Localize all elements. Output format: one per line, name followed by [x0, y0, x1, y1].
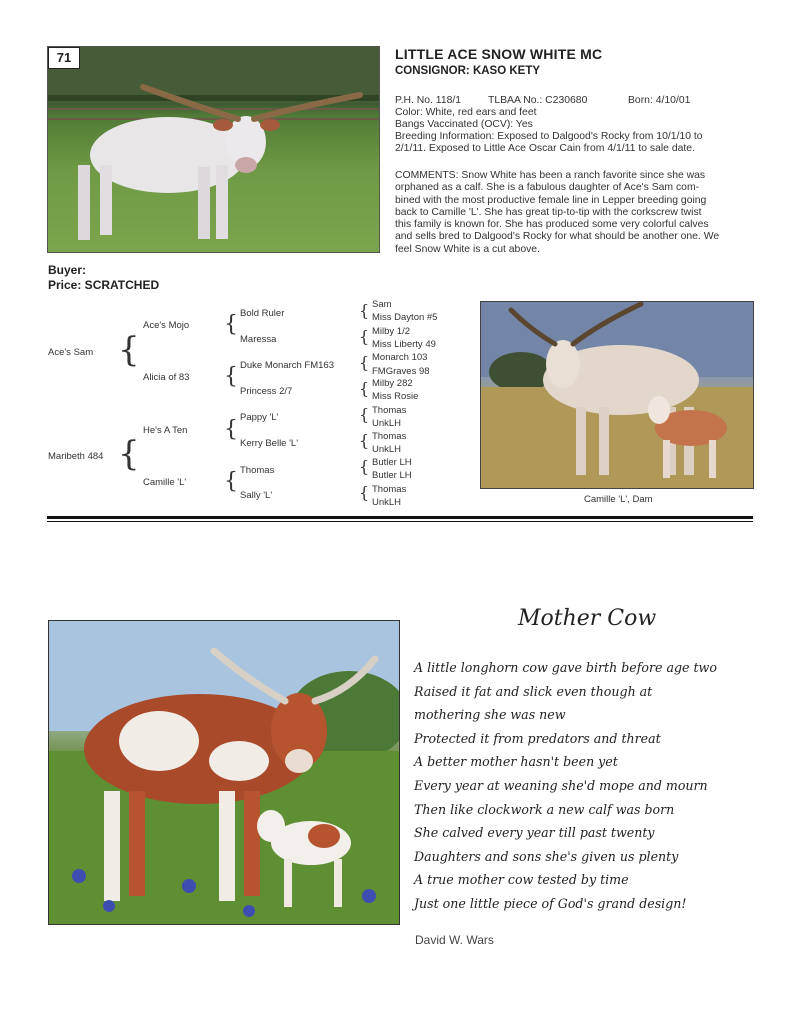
poem-title: Mother Cow: [518, 606, 657, 631]
pedigree-gen2: Camille 'L': [143, 477, 187, 488]
poem-author: David W. Wars: [415, 933, 494, 947]
comments-line: orphaned as a calf. She is a fabulous daughter of Ace's Sam com-: [395, 182, 700, 194]
pedigree-brace: {: [359, 301, 370, 320]
price-label: Price: SCRATCHED: [48, 278, 160, 292]
pedigree-gen3: Maressa: [240, 334, 277, 345]
poem-line: A true mother cow tested by time: [414, 872, 629, 888]
poem-line: mothering she was new: [414, 707, 566, 723]
comments-line: COMMENTS: Snow White has been a ranch favorite since she was: [395, 170, 706, 181]
cow-and-calf-image: [481, 302, 753, 488]
poem-line: A better mother hasn't been yet: [414, 754, 618, 770]
pedigree-dam: Maribeth 484: [48, 451, 104, 462]
pedigree-gen2: Ace's Mojo: [143, 320, 190, 331]
comments-block: [395, 170, 755, 256]
section-divider-thick: [47, 516, 753, 519]
pedigree-gen3: Kerry Belle 'L': [240, 438, 299, 449]
pedigree-gen4: FMGraves 98: [372, 366, 430, 377]
buyer-label: Buyer:: [48, 263, 87, 277]
poem-line: Raised it fat and slick even though at: [414, 683, 653, 699]
poem-line: Just one little piece of God's grand design!: [414, 895, 687, 911]
consignor: CONSIGNOR: KASO KETY: [395, 65, 541, 77]
poem-line: A little longhorn cow gave birth before age two: [414, 660, 717, 675]
poem-line: Daughters and sons she's given us plenty: [414, 848, 679, 864]
pedigree-gen4: Butler LH: [372, 457, 412, 468]
pedigree-gen3: Princess 2/7: [240, 386, 293, 397]
pedigree-brace: {: [359, 353, 370, 372]
pedigree-gen4: Thomas: [372, 431, 407, 442]
pedigree-gen4: Sam: [372, 299, 392, 310]
pedigree-sire: Ace's Sam: [48, 347, 94, 358]
pedigree-gen4: Milby 282: [372, 378, 413, 389]
comments-line: bined with the most productive female line in Lepper breeding going: [395, 194, 707, 206]
pedigree-brace: {: [359, 379, 370, 398]
pedigree-gen4: Miss Liberty 49: [372, 339, 436, 350]
comments-line: feel Snow White is a cut above.: [395, 243, 540, 255]
pedigree-gen2: He's A Ten: [143, 425, 188, 436]
pedigree-brace: {: [359, 431, 370, 450]
pedigree-gen4: Butler LH: [372, 470, 412, 481]
white-longhorn-cow-image: [48, 47, 379, 252]
bangs-info: Bangs Vaccinated (OCV): Yes: [395, 119, 533, 130]
pedigree-gen4: Miss Dayton #5: [372, 312, 438, 323]
lot-number-badge: 71: [48, 47, 80, 69]
ph-number: P.H. No. 118/1: [395, 95, 462, 106]
pedigree-gen4: UnkLH: [372, 418, 402, 429]
pedigree-gen4: Thomas: [372, 405, 407, 416]
pedigree-gen3: Pappy 'L': [240, 412, 279, 423]
pedigree-gen3: Bold Ruler: [240, 308, 285, 319]
pedigree-brace: {: [224, 312, 238, 337]
pedigree-brace: {: [118, 330, 140, 370]
poem-line: Every year at weaning she'd mope and mourn: [414, 777, 708, 793]
pedigree-gen4: UnkLH: [372, 497, 402, 508]
pedigree-gen4: Milby 1/2: [372, 326, 411, 337]
pedigree-gen4: Thomas: [372, 484, 407, 495]
comments-line: and sells bred to Dalgood's Rocky for what should be another one. We: [395, 231, 720, 243]
pedigree-brace: {: [224, 364, 238, 389]
breeding-line-2: 2/1/11. Exposed to Little Ace Oscar Cain from 4/1/11 to sale date.: [395, 143, 695, 154]
comments-line: this family is known for. She has produced some very colorful calves: [395, 219, 709, 231]
pedigree-brace: {: [359, 483, 370, 502]
pedigree-brace: {: [359, 327, 370, 346]
longhorn-painting: [48, 620, 400, 925]
pedigree-gen2: Alicia of 83: [143, 372, 190, 383]
pedigree-gen3: Duke Monarch FM163: [240, 360, 334, 371]
section-divider-thin: [47, 521, 753, 522]
painted-cow-and-calf-image: [49, 621, 399, 924]
pedigree-brace: {: [224, 469, 238, 494]
pedigree-brace: {: [359, 405, 370, 424]
poem-line: Then like clockwork a new calf was born: [414, 801, 675, 817]
comments-line: back to Camille 'L'. She has great tip-to-tip with the corkscrew twist: [395, 206, 702, 218]
dam-photo-caption: Camille 'L', Dam: [584, 494, 653, 505]
pedigree-gen4: Monarch 103: [372, 352, 428, 363]
pedigree-brace: {: [224, 417, 238, 442]
lot-title: LITTLE ACE SNOW WHITE MC: [395, 46, 603, 62]
poem-line: Protected it from predators and threat: [414, 730, 661, 746]
poem-body: [414, 660, 717, 920]
lot-cow-photo: [47, 46, 380, 253]
pedigree-gen3: Sally 'L': [240, 490, 273, 501]
tlbaa-number: TLBAA No.: C230680: [488, 95, 588, 106]
pedigree-brace: {: [359, 457, 370, 476]
dam-photo: [480, 301, 754, 489]
poem-line: She calved every year till past twenty: [414, 825, 655, 841]
breeding-line-1: Breeding Information: Exposed to Dalgood's Rocky from 10/1/10 to: [395, 131, 703, 142]
pedigree-gen3: Thomas: [240, 465, 275, 476]
color-info: Color: White, red ears and feet: [395, 107, 537, 118]
born-date: Born: 4/10/01: [628, 95, 691, 106]
pedigree-brace: {: [118, 434, 140, 474]
pedigree-gen4: Miss Rosie: [372, 391, 419, 402]
pedigree-gen4: UnkLH: [372, 444, 402, 455]
